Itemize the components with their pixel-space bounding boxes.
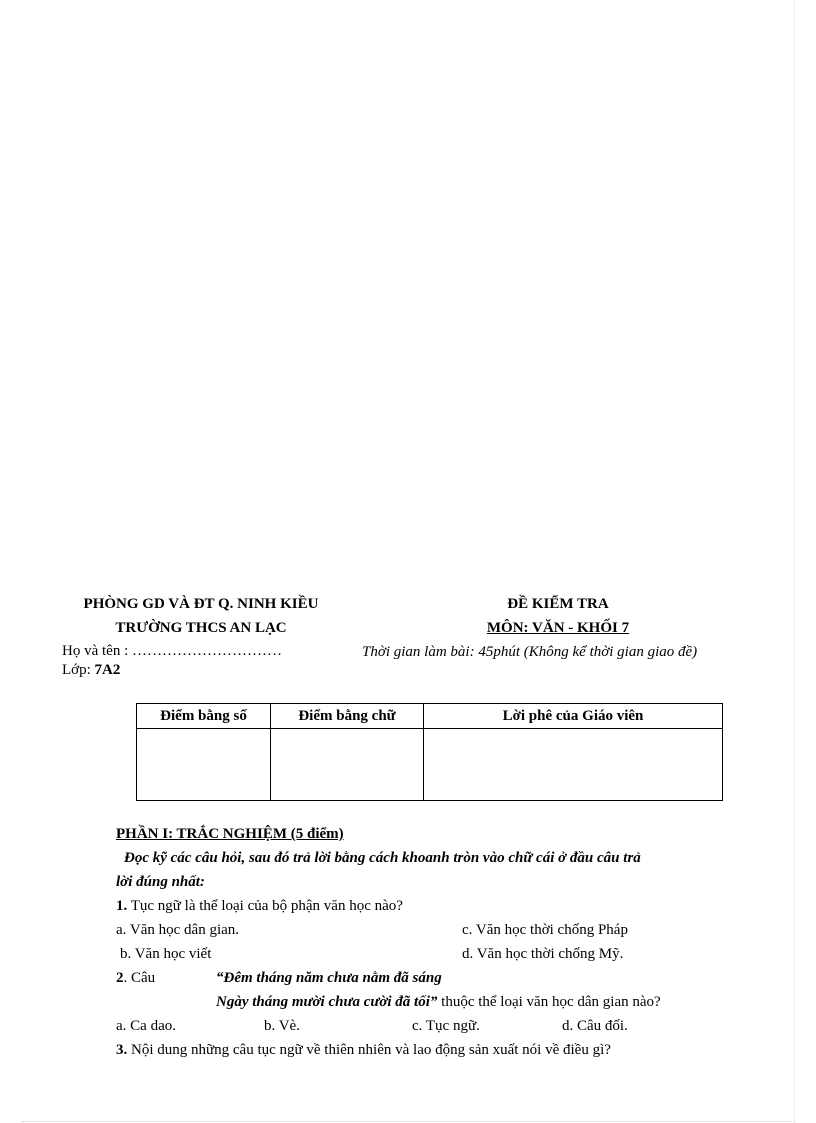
question-1-number: 1. xyxy=(116,898,128,914)
page-bottom-border xyxy=(22,1121,794,1122)
student-name-line: Họ và tên : ………………………… xyxy=(62,643,282,659)
question-2-lead-text: . Câu xyxy=(123,970,156,986)
score-words-cell xyxy=(271,729,424,801)
question-2-number: 2 xyxy=(116,970,124,986)
department-name: PHÒNG GD VÀ ĐT Q. NINH KIỀU xyxy=(83,596,319,612)
question-2-line2 xyxy=(216,994,661,1011)
score-words-header: Điểm bằng chữ xyxy=(271,704,424,729)
question-2-quote-line2: Ngày tháng mười chưa cười đã tối” xyxy=(216,994,438,1010)
part1-instruction-line1: Đọc kỹ các câu hỏi, sau đó trả lời bằng cách khoanh tròn vào chữ cái ở đầu câu trả xyxy=(124,850,641,866)
question-2-tail: thuộc thể loại văn học dân gian nào? xyxy=(437,994,661,1010)
q2-option-d[interactable]: d. Câu đối. xyxy=(562,1018,628,1034)
q1-option-a[interactable]: a. Văn học dân gian. xyxy=(116,922,240,938)
q2-option-a[interactable]: a. Ca dao. xyxy=(116,1018,176,1034)
class-line xyxy=(62,662,120,679)
school-name: TRƯỜNG THCS AN LẠC xyxy=(115,620,287,636)
page-right-border xyxy=(794,0,795,1123)
q1-option-b[interactable]: b. Văn học viết xyxy=(120,946,212,962)
question-3-number: 3. xyxy=(116,1042,128,1058)
score-table xyxy=(136,703,723,801)
exam-subject: MÔN: VĂN - KHỐI 7 xyxy=(486,620,630,636)
teacher-comment-header: Lời phê của Giáo viên xyxy=(424,704,723,729)
question-1-text: Tục ngữ là thể loại của bộ phận văn học nào? xyxy=(127,898,403,914)
q1-option-d[interactable]: d. Văn học thời chống Mỹ. xyxy=(462,946,624,962)
exam-duration: Thời gian làm bài: 45phút (Không kể thời gian giao đề) xyxy=(362,644,698,660)
score-number-header: Điểm bằng số xyxy=(137,704,271,729)
question-2-quote-line1: “Đêm tháng năm chưa nằm đã sáng xyxy=(216,970,442,986)
score-number-cell xyxy=(137,729,271,801)
class-label: Lớp: xyxy=(62,662,95,678)
part1-instruction-line2: lời đúng nhất: xyxy=(116,874,205,890)
question-3 xyxy=(116,1042,611,1059)
exam-title: ĐỀ KIỂM TRA xyxy=(507,596,609,612)
part1-title: PHẦN I: TRẮC NGHIỆM (5 điểm) xyxy=(116,826,344,842)
question-1 xyxy=(116,898,403,915)
class-value: 7A2 xyxy=(94,662,121,678)
q2-option-b[interactable]: b. Vè. xyxy=(264,1018,300,1034)
question-3-text: Nội dung những câu tục ngữ về thiên nhiên và lao động sản xuất nói về điều gì? xyxy=(127,1042,611,1058)
q2-option-c[interactable]: c. Tục ngữ. xyxy=(412,1018,480,1034)
q1-option-c[interactable]: c. Văn học thời chống Pháp xyxy=(462,922,628,938)
teacher-comment-cell xyxy=(424,729,723,801)
question-2-lead xyxy=(116,970,155,987)
